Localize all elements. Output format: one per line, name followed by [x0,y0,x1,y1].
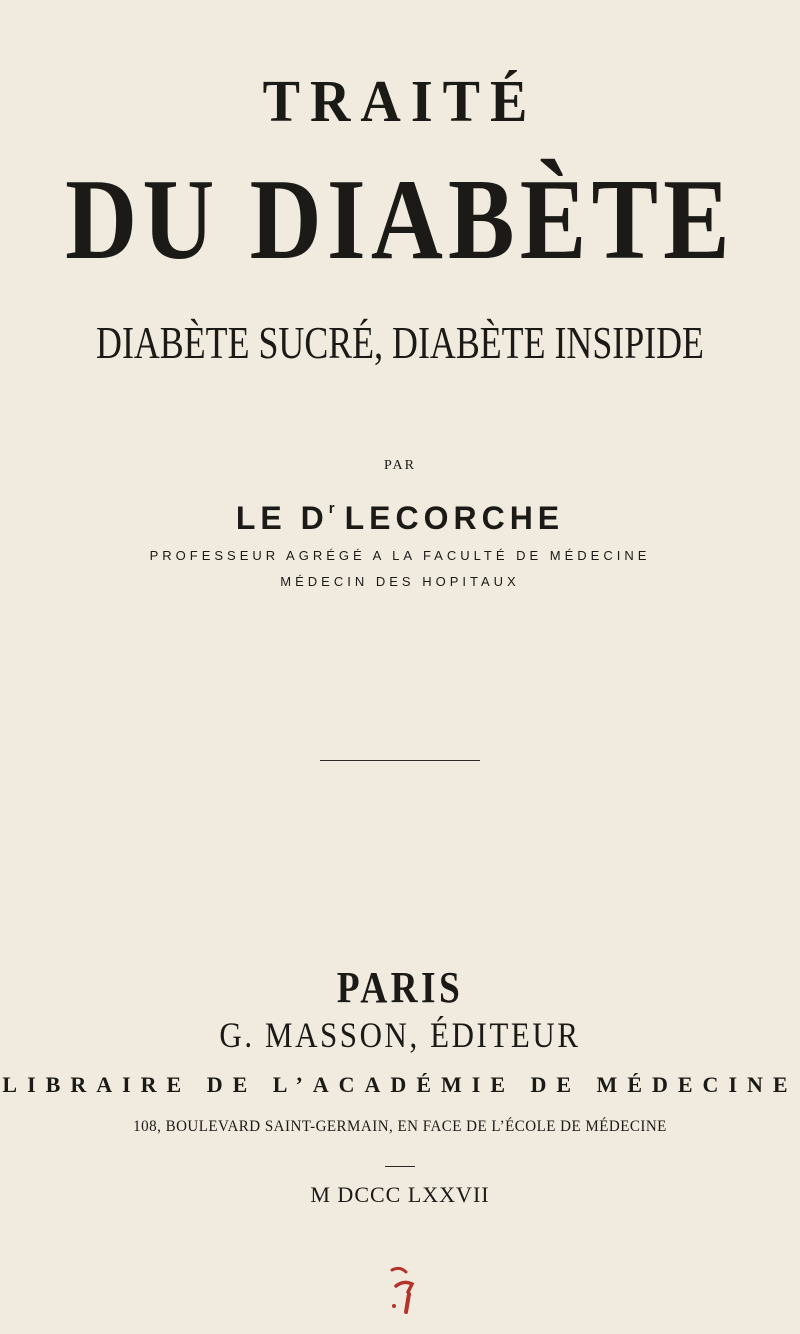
author-position-1: PROFESSEUR AGRÉGÉ A LA FACULTÉ DE MÉDECINE [149,548,651,563]
by-label: PAR [384,458,416,473]
divider-rule [320,760,480,761]
author-title-sup: r [328,500,335,518]
imprint-publisher-role: LIBRAIRE DE L’ACADÉMIE DE MÉDECINE [2,1072,798,1097]
imprint-city: PARIS [336,963,464,1012]
title-line-1: TRAITÉ [262,69,538,135]
title-line-2: DU DIABÈTE [65,156,735,284]
short-rule [385,1166,415,1167]
author-surname: LECORCHE [344,500,565,536]
red-ink-mark-icon [376,1262,436,1334]
imprint-year: M DCCC LXXVII [310,1182,490,1207]
author-name [0,500,800,537]
author-prefix: LE D [235,500,329,536]
imprint-publisher: G. MASSON, ÉDITEUR [219,1015,581,1055]
imprint-address: 108, BOULEVARD SAINT-GERMAIN, EN FACE DE L’ÉCOLE DE MÉDECINE [133,1118,667,1135]
author-position-2: MÉDECIN DES HOPITAUX [280,574,520,589]
subtitle: DIABÈTE SUCRÉ, DIABÈTE INSIPIDE [96,317,704,368]
